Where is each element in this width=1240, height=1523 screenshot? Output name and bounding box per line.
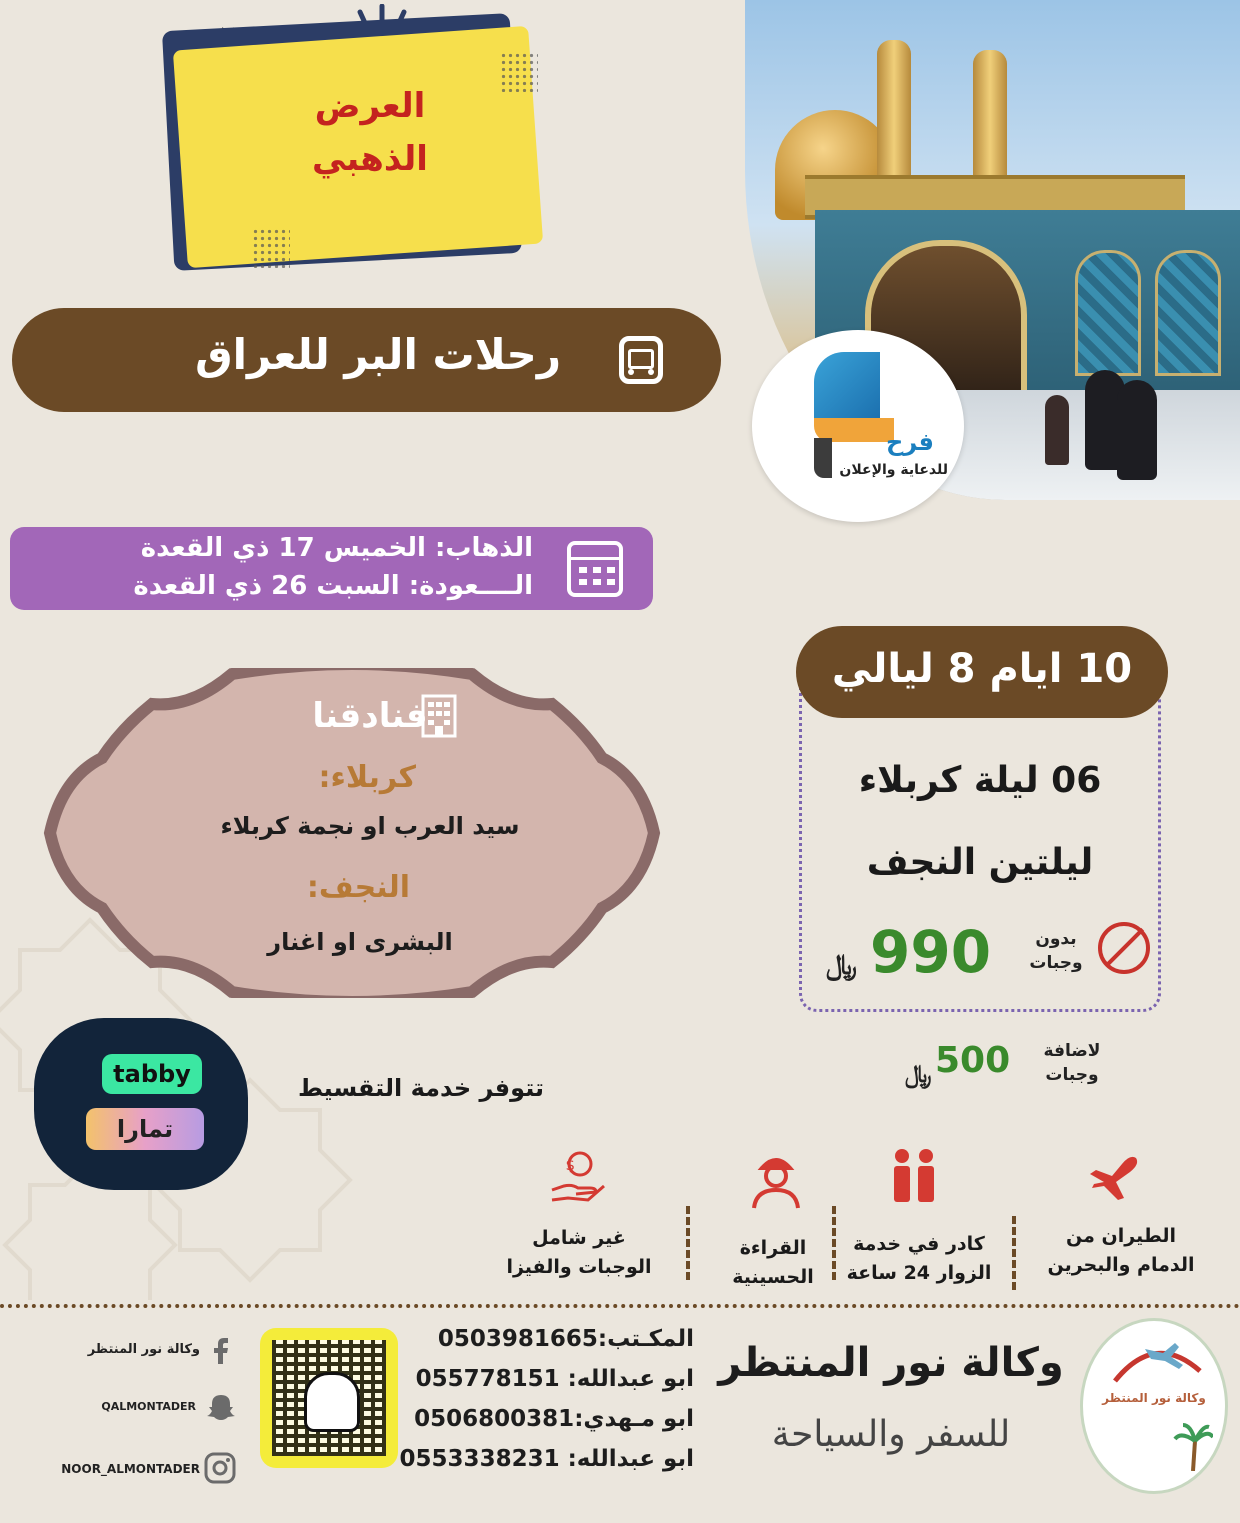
feature-not-included bbox=[504, 1224, 654, 1283]
najaf-nights: ليلتين النجف bbox=[866, 842, 1094, 883]
money-hand-icon bbox=[548, 1146, 608, 1206]
duration-banner bbox=[796, 626, 1168, 718]
currency-symbol: ﷼ bbox=[826, 948, 857, 981]
instagram-handle[interactable]: NOOR_ALMONTADER bbox=[61, 1462, 200, 1476]
feature-recitation-line-1: القراءة bbox=[739, 1237, 807, 1259]
dates-banner bbox=[10, 527, 653, 610]
feature-staff-line-1: كادر في خدمة bbox=[853, 1233, 985, 1255]
karbala-nights: 06 ليلة كربلاء bbox=[858, 760, 1102, 801]
separator bbox=[686, 1206, 694, 1280]
title-banner bbox=[12, 308, 721, 412]
no-meals-icon bbox=[1098, 922, 1150, 974]
feature-not-included-line-1: غير شامل bbox=[532, 1227, 626, 1249]
contact-office[interactable]: المكـتب:0503981665 bbox=[437, 1326, 694, 1352]
farah-logo-name: فرح bbox=[886, 428, 934, 456]
airplane-icon bbox=[1084, 1150, 1144, 1210]
tamara-logo: تمارا bbox=[86, 1108, 204, 1150]
contact-abu-abdullah-1[interactable]: ابو عبدالله: 055778151 bbox=[415, 1366, 694, 1392]
calendar-icon bbox=[567, 541, 623, 597]
people-icon bbox=[884, 1146, 944, 1206]
payment-cloud bbox=[34, 1018, 248, 1190]
farah-logo-tagline: للدعاية والإعلان bbox=[839, 462, 948, 478]
badge-text bbox=[270, 80, 470, 185]
addon-meals-note bbox=[1032, 1040, 1112, 1088]
instagram-icon[interactable] bbox=[206, 1452, 236, 1482]
no-meals-note-2: وجبات bbox=[1029, 952, 1083, 973]
contact-abu-abdullah-2[interactable]: ابو عبدالله: 0553338231 bbox=[399, 1446, 694, 1472]
separator bbox=[1012, 1216, 1020, 1290]
agency-logo bbox=[1080, 1318, 1228, 1494]
snapchat-ghost-icon bbox=[304, 1372, 360, 1432]
agency-subtitle: للسفر والسياحة bbox=[771, 1414, 1011, 1455]
hotels-title: فنادقنا bbox=[312, 696, 428, 736]
footer-divider bbox=[0, 1304, 1240, 1308]
agency-logo-text: وكالة نور المنتظر bbox=[1102, 1391, 1206, 1405]
plane-arc-icon bbox=[1105, 1331, 1205, 1391]
no-meals-note-1: بدون bbox=[1035, 929, 1077, 949]
city-karbala: كربلاء: bbox=[318, 760, 416, 795]
city-najaf: النجف: bbox=[306, 870, 410, 905]
feature-recitation bbox=[698, 1234, 848, 1293]
dots-decoration bbox=[500, 52, 538, 92]
najaf-hotels: البشرى او اغنار bbox=[267, 928, 453, 956]
departure-date: الذهاب: الخميس 17 ذي القعدة bbox=[140, 533, 533, 563]
addon-note-2: وجبات bbox=[1045, 1064, 1099, 1085]
feature-staff bbox=[844, 1230, 994, 1289]
badge-line-2: الذهبي bbox=[312, 138, 428, 179]
badge-line-1: العرض bbox=[314, 86, 426, 126]
currency-symbol: ﷼ bbox=[905, 1060, 932, 1088]
feature-not-included-line-2: الوجبات والفيزا bbox=[506, 1256, 652, 1279]
agency-name: وكالة نور المنتظر bbox=[718, 1340, 1064, 1386]
snapchat-qr-code[interactable] bbox=[260, 1328, 398, 1468]
contact-abu-mahdi[interactable]: ابو مـهدي:0506800381 bbox=[414, 1406, 694, 1432]
feature-flight-line-2: الدمام والبحرين bbox=[1047, 1254, 1195, 1277]
palm-tree-icon bbox=[1173, 1421, 1213, 1471]
dots-decoration bbox=[252, 228, 290, 268]
feature-flight bbox=[1046, 1222, 1196, 1281]
installment-text: تتوفر خدمة التقسيط bbox=[297, 1074, 544, 1102]
return-date: الــــعودة: السبت 26 ذي القعدة bbox=[133, 571, 533, 601]
page-title: رحلات البر للعراق bbox=[195, 330, 561, 379]
package-price: 990 bbox=[870, 918, 992, 986]
feature-flight-line-1: الطيران من bbox=[1066, 1225, 1176, 1247]
feature-recitation-line-2: الحسينية bbox=[732, 1266, 814, 1289]
snapchat-handle[interactable]: QALMONTADER bbox=[101, 1400, 196, 1413]
feature-staff-line-2: الزوار 24 ساعة bbox=[846, 1262, 992, 1285]
farah-logo bbox=[752, 330, 964, 522]
tabby-logo: tabby bbox=[102, 1054, 202, 1094]
bus-icon bbox=[619, 336, 663, 384]
facebook-icon[interactable] bbox=[206, 1334, 236, 1364]
no-meals-note bbox=[1020, 928, 1092, 976]
duration-text: 10 ايام 8 ليالي bbox=[831, 646, 1133, 692]
karbala-hotels: سيد العرب او نجمة كربلاء bbox=[220, 812, 520, 840]
addon-price: 500 bbox=[935, 1040, 1011, 1081]
addon-note-1: لاضافة bbox=[1043, 1041, 1101, 1061]
svg-text:$: $ bbox=[565, 1156, 575, 1174]
reciter-icon bbox=[746, 1150, 806, 1210]
facebook-handle[interactable]: وكالة نور المنتظر bbox=[87, 1342, 200, 1357]
snapchat-icon[interactable] bbox=[206, 1392, 236, 1422]
